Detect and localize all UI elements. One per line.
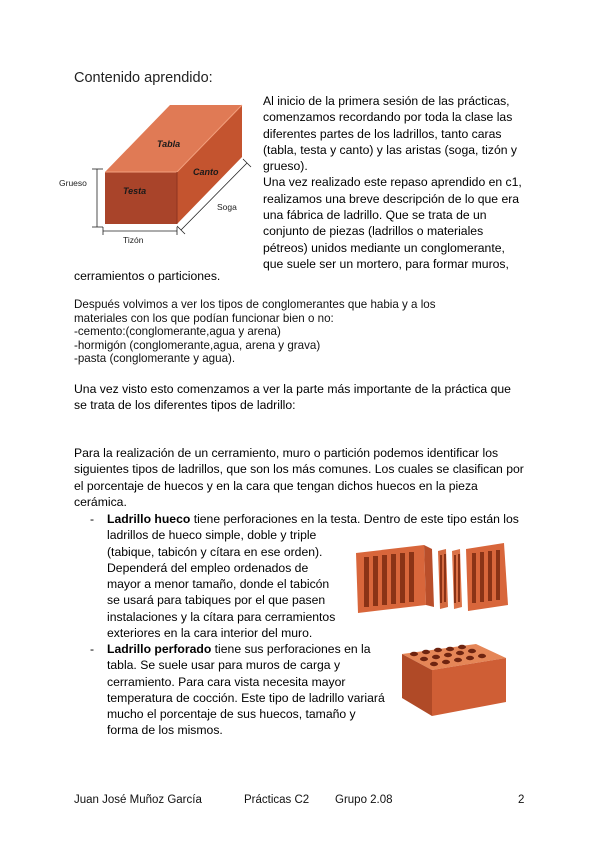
label-canto: Canto xyxy=(193,167,219,177)
label-tizon: Tizón xyxy=(123,235,144,245)
paragraph-tipos-ladrillo: Una vez visto esto comenzamos a ver la parte más importante de la práctica que se trata de los diferentes tipos de ladrillo: xyxy=(74,382,511,413)
conglomerante-item: -hormigón (conglomerante,agua, arena y grava) xyxy=(74,338,321,352)
term-ladrillo-hueco: Ladrillo hueco xyxy=(107,512,191,526)
list-bullet: - xyxy=(90,512,95,526)
intro-paragraph-2: Una vez realizado este repaso aprendido en c1, realizamos una breve descripción de lo que era una fábrica de ladrillo. Que se trata de un conjunto de piezas (ladrillos o materiales pétreos) unidos mediante un conglomerante, que suele ser un mortero, para formar muros, xyxy=(263,175,522,271)
list-item-perforado: Ladrillo perforado tiene sus perforaciones en la tabla. Se suele usar para muros de carga y cerramiento. Para cara vista necesita mayor temperatura de cocción. Este tipo de ladrillo variará mucho el porcentaje de sus huecos, tamaño y forma de los mismos. xyxy=(107,642,385,738)
conglomerantes-line: materiales con los que podían funcionar bien o no: xyxy=(74,311,334,325)
footer-group: Grupo 2.08 xyxy=(335,794,393,806)
label-tabla: Tabla xyxy=(157,139,181,149)
intro-continuation: cerramientos o particiones. xyxy=(74,269,221,283)
conglomerantes-block xyxy=(74,298,474,366)
list-item-hueco: Ladrillo hueco tiene perforaciones en la testa. Dentro de este tipo están los ladrillos de hueco simple, doble y triple (tabique, tabicón y cítara en ese orden). Dependerá del empleo ordenados de mayor a menor tamaño, donde el tabicón se usará para tabiques por el que pasen instalaciones y la cítara para cerramientos exteriores en la cara interior del muro. xyxy=(107,512,519,641)
footer-author: Juan José Muñoz García xyxy=(74,794,202,806)
page-number: 2 xyxy=(518,794,525,806)
hollow-bricks-image xyxy=(354,537,514,617)
section-title: Contenido aprendido: xyxy=(74,70,213,86)
conglomerante-item: -cemento:(conglomerante,agua y arena) xyxy=(74,325,281,339)
intro-text xyxy=(263,93,523,272)
brick-front-face xyxy=(105,172,177,224)
perforated-brick-image xyxy=(398,636,510,720)
paragraph-cerramiento: Para la realización de un cerramiento, muro o partición podemos identificar los siguientes tipos de ladrillos, que son los más comunes. Los cuales se clasifican por el porcentaje de huecos y en la cara que tengan dichos huecos en la pieza cerámica. xyxy=(74,446,524,509)
label-grueso: Grueso xyxy=(59,178,87,188)
intro-paragraph-1: Al inicio de la primera sesión de las prácticas, comenzamos recordando por toda la clase las diferentes partes de los ladrillos, tanto caras (tabla, testa y canto) y las aristas (soga, tizón y grueso). xyxy=(263,94,518,174)
term-ladrillo-perforado: Ladrillo perforado xyxy=(107,642,212,656)
conglomerante-item: -pasta (conglomerante y agua). xyxy=(74,352,236,366)
footer-course: Prácticas C2 xyxy=(244,794,310,806)
label-testa: Testa xyxy=(123,186,147,196)
list-bullet: - xyxy=(90,642,95,656)
conglomerantes-line: Después volvimos a ver los tipos de conglomerantes que habia y a los xyxy=(74,298,436,311)
brick-diagram xyxy=(57,97,257,247)
label-soga: Soga xyxy=(217,202,237,212)
